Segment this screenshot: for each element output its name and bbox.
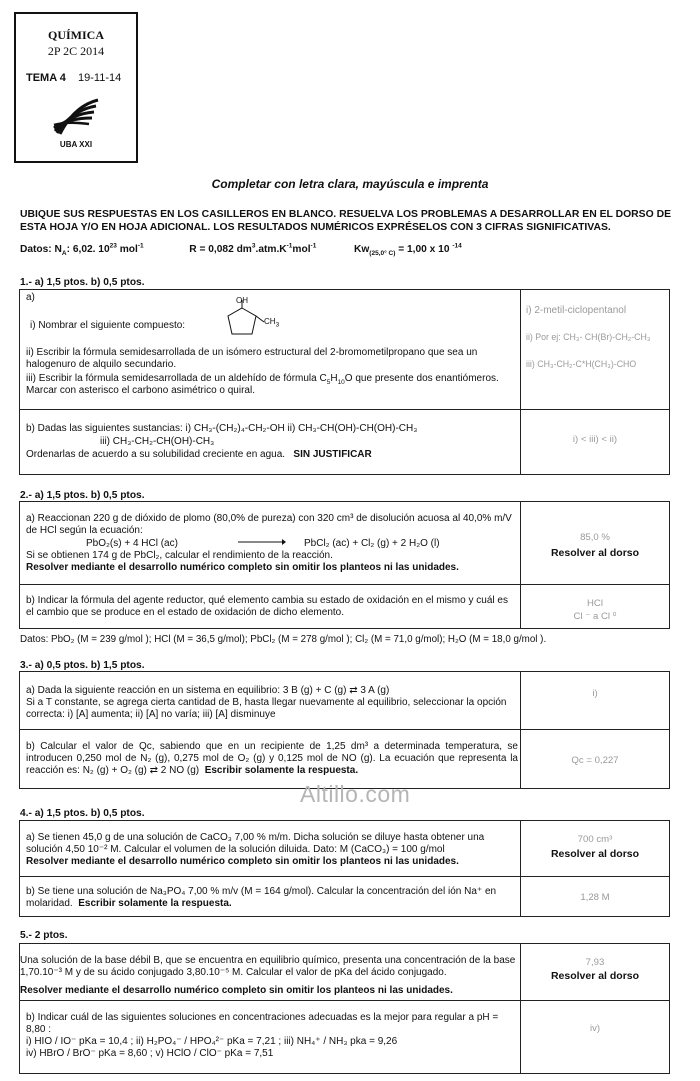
q2-eq-right: PbCl₂ (ac) + Cl₂ (g) + 2 H₂O (l) [304, 538, 440, 549]
reaction-arrow-icon [238, 537, 286, 547]
q2-eq-left: PbO₂(s) + 4 HCl (ac) [86, 538, 178, 549]
q5-ans-b: iv) [589, 1023, 601, 1034]
q4-a-2: Resolver mediante el desarrollo numérico completo sin omitir los planteos ni las unidades. [26, 856, 459, 867]
ch3-label: $CH_3$ [264, 317, 280, 329]
q1-ans-ii: ii) Por ej: CH₃- CH(Br)-CH₂-CH₃ [526, 332, 651, 342]
q5-b-2: i) HIO / IO⁻ pKa = 10,4 ; ii) H₂PO₄⁻ / HPO₄²⁻ pKa = 7,21 ; iii) NH₄⁺ / NH₃ pka = 9,26 [26, 1036, 398, 1047]
q2-ans-a: 85,0 % [580, 532, 610, 543]
header-box [14, 12, 138, 163]
q3-a-2: Si a T constante, se agrega cierta cantidad de B, hasta llegar nuevamente al equilibrio, seleccionar la opción correcta: i) [A] aumenta; ii) [A] no varía; iii) [A] disminuye [26, 697, 507, 721]
instructions: UBIQUE SUS RESPUESTAS EN LOS CASILLEROS EN BLANCO. RESUELVA LOS PROBLEMAS A DESARROLLAR EN EL DORSO DE ESTA HOJA Y/O EN HOJA ADICIONAL. LOS RESULTADOS NUMÉRICOS EXPRÉSELOS CON 3 CIFRAS SIGNIFICATIVAS. [20, 209, 672, 233]
tema: TEMA 4 [26, 72, 66, 84]
exam-date: 19-11-14 [78, 72, 122, 84]
q4-ans-b: 1,28 M [580, 892, 610, 903]
q4-b-1: b) Se tiene una solución de Na₃PO₄ 7,00 % m/v (M = 164 g/mol). Calcular la concentración del ión Na⁺ en molaridad. Escribir solamente la respuesta. [26, 886, 497, 910]
q4-ans-a: 700 cm³ [577, 834, 613, 845]
q2-title: 2.- a) 1,5 ptos. b) 0,5 ptos. [20, 490, 145, 501]
complete-line: Completar con letra clara, mayúscula e imprenta [211, 177, 489, 191]
uba-logo-icon [52, 98, 102, 138]
q2-a-3: Resolver mediante el desarrollo numérico completo sin omitir los planteos ni las unidades. [26, 562, 459, 573]
q2-ans-b1: HCl [587, 598, 603, 609]
q1-a-label: a) [26, 292, 35, 303]
q3-ans-b: Qc = 0,227 [571, 755, 619, 766]
q3-b-1: b) Calcular el valor de Qc, sabiendo que en un recipiente de 1,25 dm³ a determinada temperatura, se introducen 0,250 mol de N₂ (g), 0,275 mol de O₂ (g) y 0,125 mol de NO (g). La ecuación que representa la reacción es: N₂ (g) + O₂ (g) ⇄ 2 NO (g) Escribir solamente la respuesta. [26, 741, 518, 777]
q1-ans-b: i) < iii) < ii) [572, 434, 618, 445]
period: 2P 2C 2014 [47, 44, 105, 58]
q2-a-1: a) Reaccionan 220 g de dióxido de plomo (80,0% de pureza) con 320 cm³ de disolución acuosa al 40,0% m/V de HCl según la ecuación: [26, 513, 512, 537]
logo-text: UBA XXI [59, 140, 93, 149]
q1-b-2: iii) CH₃-CH₂-CH(OH)-CH₃ [100, 436, 215, 447]
q5-b-3: iv) HBrO / BrO⁻ pKa = 8,60 ; v) HClO / ClO⁻ pKa = 7,51 [26, 1048, 274, 1059]
constants-line: Datos: $N_A$: 6,02. $10^{23}$ mol$^{-1}$ R = 0,082 $dm^3.atm.K^{-1}mol^{-1}$ $Kw_{(25,0^\circ C)} = 1,00$ x 10 $^{-14}$ [20, 242, 462, 258]
q1-ans-iii: iii) CH₃-CH₂-C*H(CH₃)-CHO [526, 359, 637, 369]
q5-a-1: Una solución de la base débil B, que se encuentra en equilibrio químico, presenta una concentración de la base 1,70.10⁻³ M y de su ácido conjugado 3,80.10⁻⁵ M. Calcular el valor de pKa del ácido conjugado. [20, 955, 516, 979]
q3-ans-a: i) [592, 688, 598, 699]
q2-datos: Datos: PbO₂ (M = 239 g/mol ); HCl (M = 36,5 g/mol); PbCl₂ (M = 278 g/mol ); Cl₂ (M = 71,0 g/mol); H₂O (M = 18,0 g/mol ). [20, 634, 547, 645]
q1-a-i: i) Nombrar el siguiente compuesto: [30, 320, 186, 331]
q2-ans-a-resolver: Resolver al dorso [550, 547, 640, 559]
q5-b-1: b) Indicar cuál de las siguientes soluciones en concentraciones adecuadas es la mejor para regular a pH = 8,80 : [26, 1012, 499, 1036]
q4-title: 4.- a) 1,5 ptos. b) 0,5 ptos. [20, 808, 145, 819]
q1-a-ii: ii) Escribir la fórmula semidesarrollada de un isómero estructural del 2-bromometilpropano que sea un halogenuro de alquilo secundario. [26, 347, 478, 371]
q4-ans-a-resolver: Resolver al dorso [550, 848, 640, 860]
q1-a-iii: iii) Escribir la fórmula semidesarrollada de un aldehído de fórmula $C_5H_{10}O$ que presente dos enantiómeros. Marcar con asterisco el carbono asimétrico o quiral. [26, 373, 499, 397]
q3-title: 3.- a) 0,5 ptos. b) 1,5 ptos. [20, 660, 145, 671]
q2-b-1: b) Indicar la fórmula del agente reductor, qué elemento cambia su estado de oxidación en el mismo y cuál es el cambio que se produce en el estado de oxidación de dicho elemento. [26, 595, 508, 619]
q1-ans-i: i) 2-metil-ciclopentanol [526, 305, 627, 316]
oh-label: OH [236, 296, 248, 305]
q1-b-3: Ordenarlas de acuerdo a su solubilidad creciente en agua. SIN JUSTIFICAR [26, 449, 372, 460]
q5-ans-a-resolver: Resolver al dorso [550, 970, 640, 982]
q2-a-2: Si se obtienen 174 g de PbCl₂, calcular el rendimiento de la reacción. [26, 550, 333, 561]
q3-a-1: a) Dada la siguiente reacción en un sistema en equilibrio: 3 B (g) + C (g) ⇄ 3 A (g) [26, 685, 390, 696]
q5-a-2: Resolver mediante el desarrollo numérico completo sin omitir los planteos ni las unidades. [20, 985, 453, 996]
q5-ans-a: 7,93 [585, 957, 605, 968]
q1-b-1: b) Dadas las siguientes sustancias: i) CH₃-(CH₂)₄-CH₂-OH ii) CH₃-CH(OH)-CH(OH)-CH₃ [26, 423, 418, 434]
q4-a-1: a) Se tienen 45,0 g de una solución de CaCO₃ 7,00 % m/m. Dicha solución se diluye hasta obtener una solución 4,50 10⁻² M. Calcular el volumen de la solución diluida. Dato: M (CaCO₃) = 100 g/mol [26, 832, 485, 856]
watermark: Altillo.com [300, 781, 411, 807]
q5-title: 5.- 2 ptos. [20, 930, 68, 941]
q1-title: 1.- a) 1,5 ptos. b) 0,5 ptos. [20, 277, 145, 288]
q2-ans-b2: Cl ⁻ a Cl ⁰ [573, 611, 617, 622]
subject: QUÍMICA [48, 28, 104, 42]
